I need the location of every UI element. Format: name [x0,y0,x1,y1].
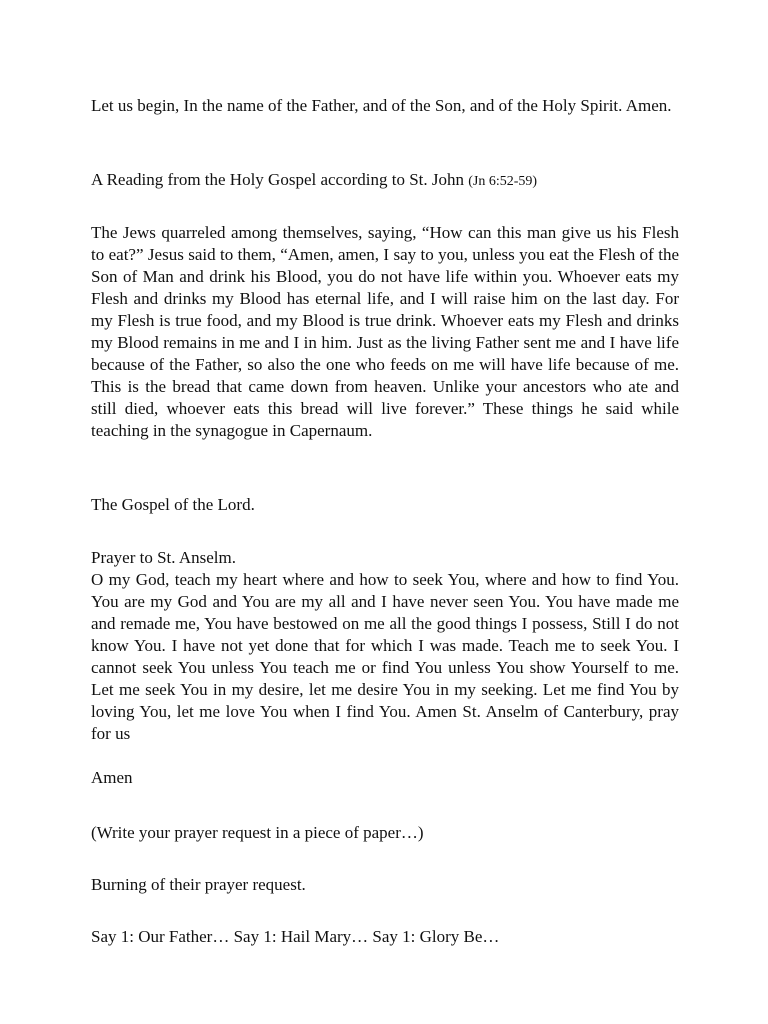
reading-heading [91,169,679,193]
prayer-request-instruction: (Write your prayer request in a piece of paper…) [91,823,424,842]
prayer-amen: Amen [91,768,133,787]
prayer-title: Prayer to St. Anselm. [91,548,236,567]
closing-prayers: Say 1: Our Father… Say 1: Hail Mary… Say 1: Glory Be… [91,927,500,946]
reading-intro: A Reading from the Holy Gospel according to St. John [91,170,465,189]
prayer-body: O my God, teach my heart where and how to seek You, where and how to find You. You are my God and You are my all and I have never seen You. You have made me and remade me, You have bestowed on me all the good things I possess, Still I do not know You. I have not yet done that for which I was made. Teach me to seek You. I cannot seek You unless You teach me or find You unless You show Yourself to me. Let me seek You in my desire, let me desire You in my seeking. Let me find You by loving You, let me love You when I find You. Amen St. Anselm of Canterbury, pray for us [91,570,679,743]
reading-reference: (Jn 6:52-59) [468,174,538,189]
burning-instruction: Burning of their prayer request. [91,875,306,894]
gospel-closing: The Gospel of the Lord. [91,495,255,514]
opening-invocation: Let us begin, In the name of the Father, and of the Son, and of the Holy Spirit. Amen. [91,96,672,115]
gospel-reading: The Jews quarreled among themselves, saying, “How can this man give us his Flesh to eat?” Jesus said to them, “Amen, amen, I say to you, unless you eat the Flesh of the Son of Man and drink his Blood, you do not have life within you. Whoever eats my Flesh and drinks my Blood has eternal life, and I will raise him on the last day. For my Flesh is true food, and my Blood is true drink. Whoever eats my Flesh and drinks my Blood remains in me and I in him. Just as the living Father sent me and I have life because of the Father, so also the one who feeds on me will have life because of me. This is the bread that came down from heaven. Unlike your ancestors who ate and still died, whoever eats this bread will live forever.” These things he said while teaching in the synagogue in Capernaum. [91,223,679,440]
